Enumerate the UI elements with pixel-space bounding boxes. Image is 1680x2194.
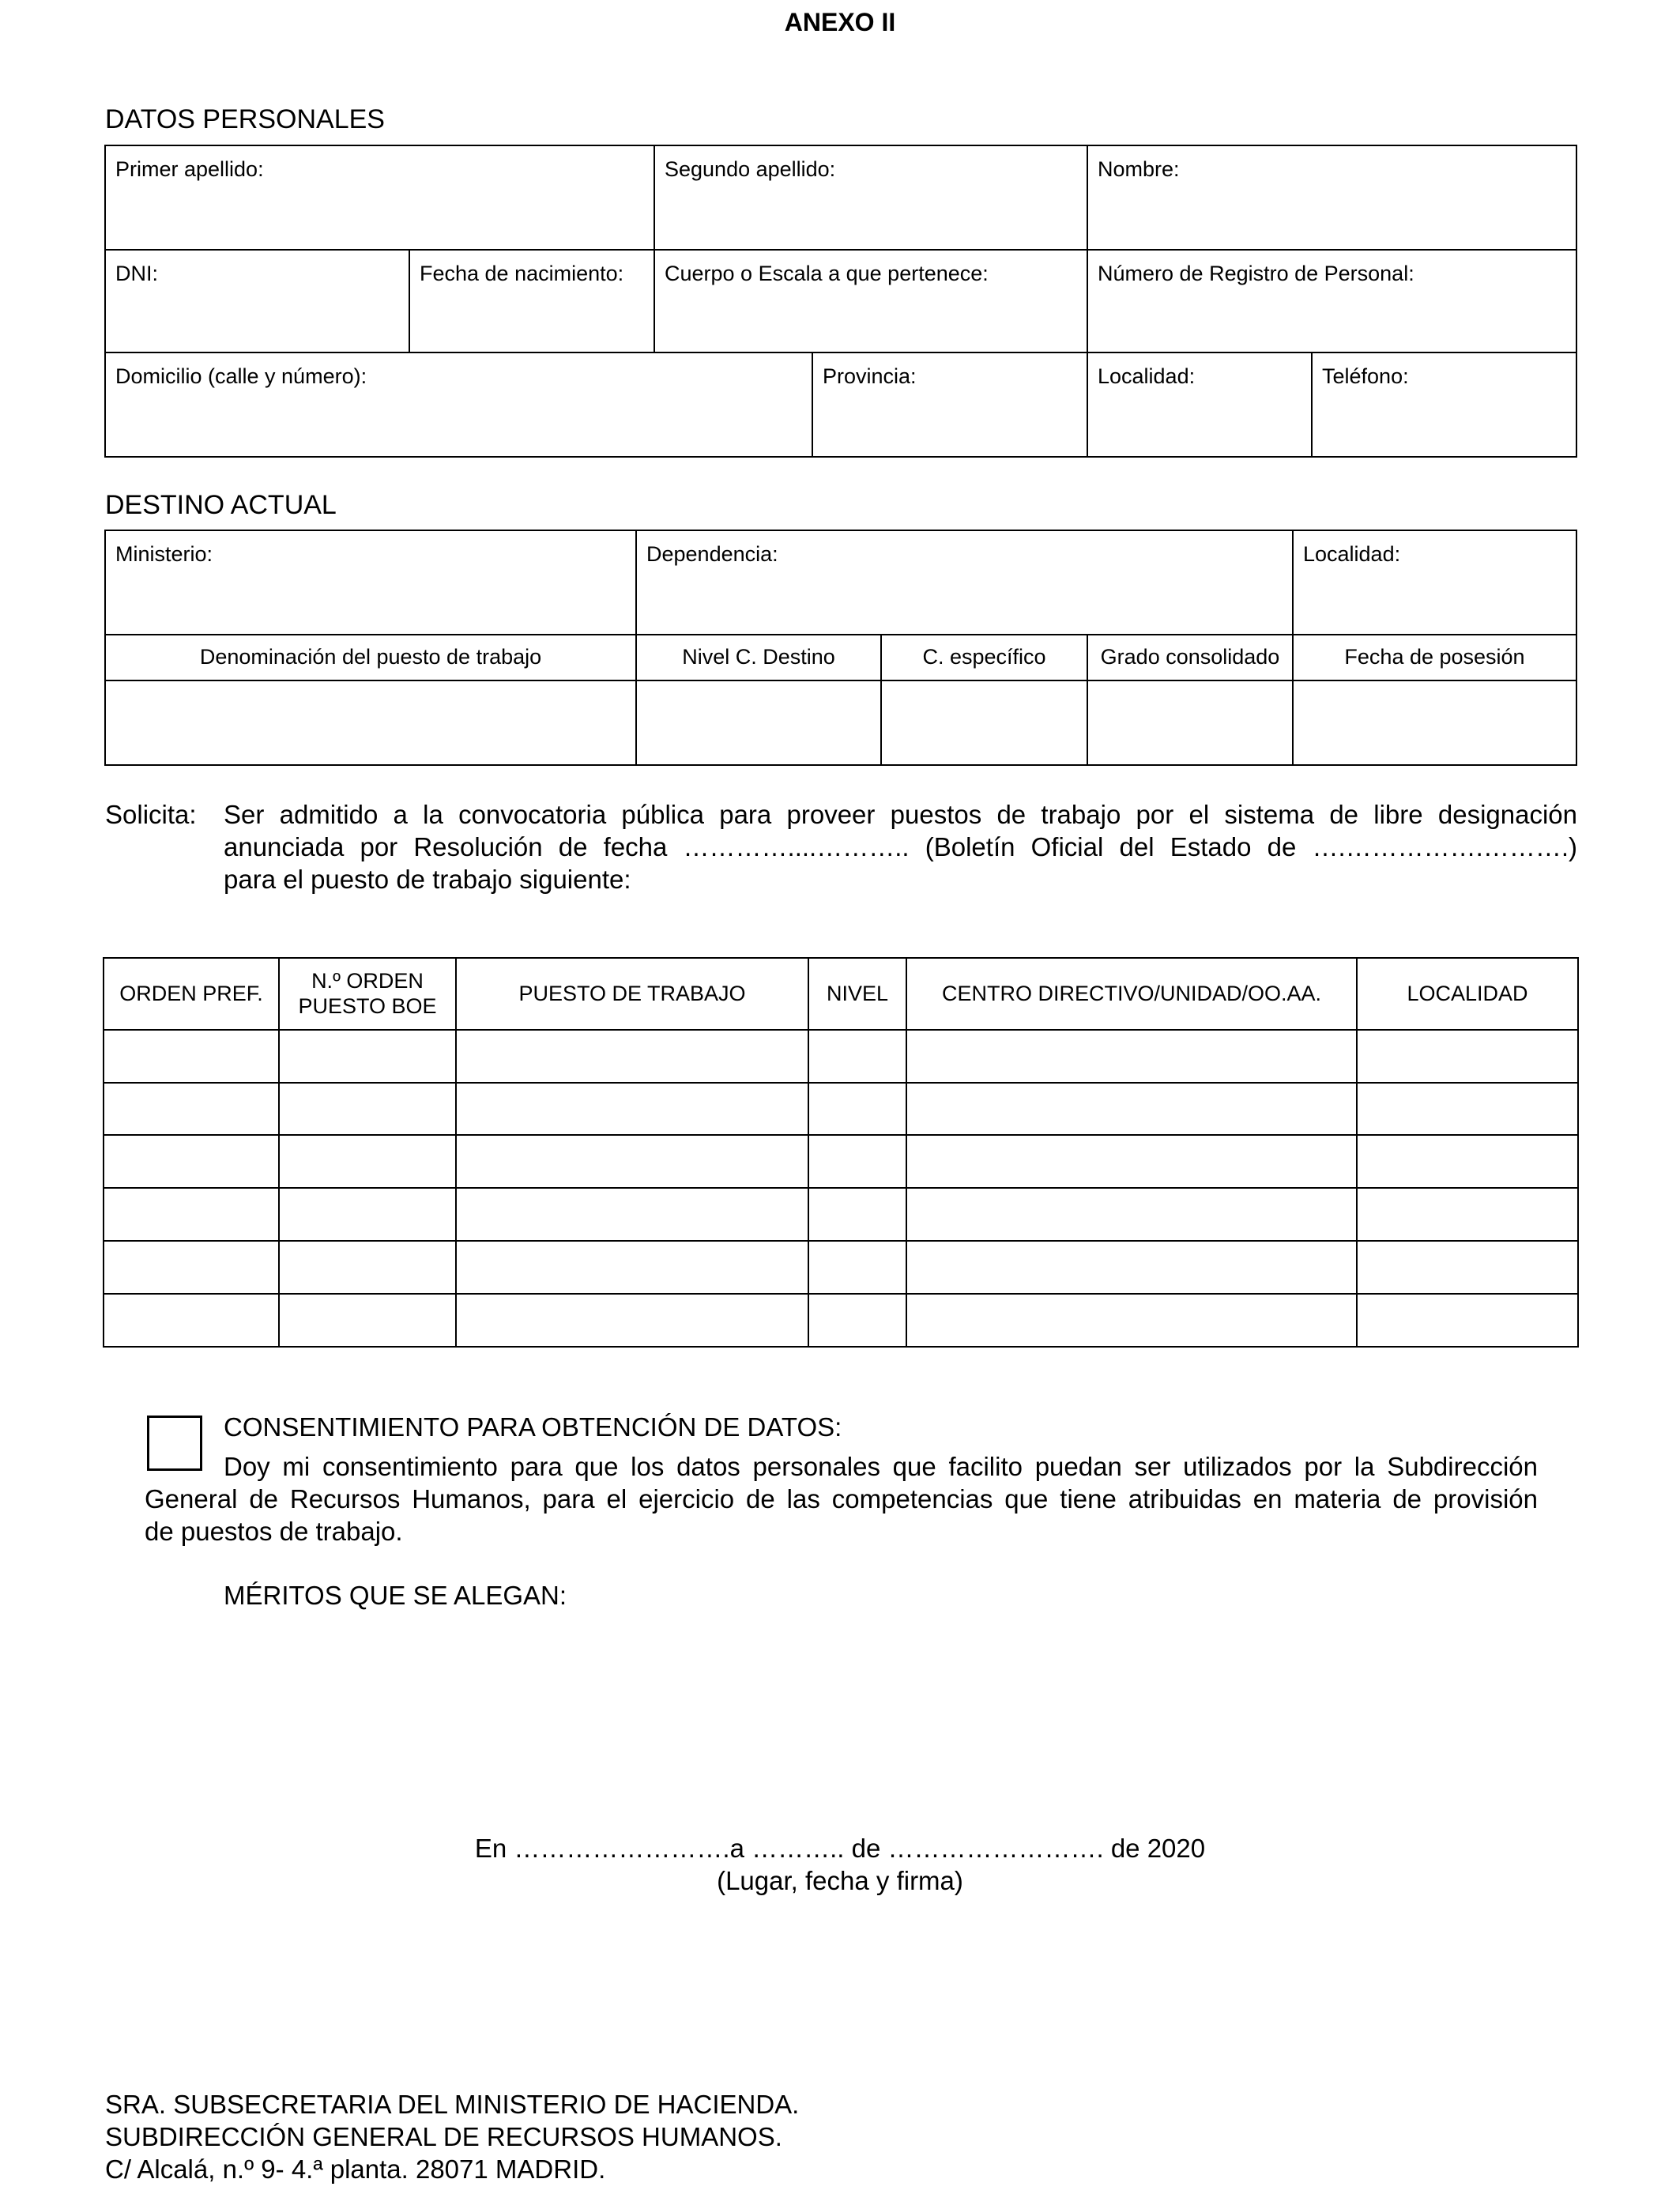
segundo-apellido-field[interactable] [654,145,1088,251]
ministerio-label: Ministerio: [115,542,213,566]
table-row[interactable] [104,1136,1577,1187]
consentimiento-line-2: General de Recursos Humanos, para el ejercicio de las competencias que tiene atribuidas en materia de provisión [145,1484,1538,1514]
firma-caption: (Lugar, fecha y firma) [717,1866,963,1895]
table-row[interactable] [104,1084,1577,1134]
datos-personales-heading: DATOS PERSONALES [105,104,385,134]
localidad-destino-field[interactable] [1292,530,1577,635]
telefono-label: Teléfono: [1322,364,1409,388]
segundo-apellido-label: Segundo apellido: [665,157,836,181]
table-row[interactable] [104,1295,1577,1346]
destinatario-line-3: C/ Alcalá, n.º 9- 4.ª planta. 28071 MADRID. [105,2154,606,2184]
fecha-posesion-input-cell[interactable] [1292,680,1577,766]
consent-checkbox[interactable] [147,1416,202,1471]
telefono-field[interactable] [1311,352,1577,458]
provincia-label: Provincia: [823,364,917,388]
domicilio-field[interactable] [104,352,813,458]
col-localidad-header: LOCALIDAD [1407,981,1528,1005]
nombre-label: Nombre: [1098,157,1180,181]
destino-actual-heading: DESTINO ACTUAL [105,490,337,520]
solicita-label: Solicita: [105,800,197,829]
primer-apellido-field[interactable] [104,145,655,251]
table-row[interactable] [104,1242,1577,1293]
consentimiento-line-3: de puestos de trabajo. [145,1517,403,1546]
nombre-field[interactable] [1087,145,1577,251]
document-title: ANEXO II [784,8,896,36]
provincia-field[interactable] [812,352,1088,458]
ministerio-field[interactable] [104,530,637,635]
fecha-nacimiento-field[interactable] [409,249,655,353]
col-c-especifico-header: C. específico [880,634,1088,681]
cuerpo-escala-field[interactable] [654,249,1088,353]
domicilio-label: Domicilio (calle y número): [115,364,367,388]
consentimiento-line-1: Doy mi consentimiento para que los datos personales que facilito puedan ser utilizados por la Subdirección [224,1452,1538,1481]
destinatario-line-1: SRA. SUBSECRETARIA DEL MINISTERIO DE HACIENDA. [105,2090,800,2119]
localidad-destino-label: Localidad: [1303,542,1401,566]
dni-field[interactable] [104,249,410,353]
grado-consolidado-input-cell[interactable] [1087,680,1294,766]
solicita-line-2: anunciada por Resolución de fecha …………....……….. (Boletín Oficial del Estado de ….…………….……….) [224,832,1577,861]
col-puesto-trabajo-header: PUESTO DE TRABAJO [518,981,746,1005]
primer-apellido-label: Primer apellido: [115,157,264,181]
col-denominacion-header: Denominación del puesto de trabajo [104,634,637,681]
nrp-field[interactable] [1087,249,1577,353]
col-nivel-destino-header: Nivel C. Destino [635,634,882,681]
localidad-personal-field[interactable] [1087,352,1313,458]
solicita-line-3: para el puesto de trabajo siguiente: [224,865,631,894]
destinatario-line-2: SUBDIRECCIÓN GENERAL DE RECURSOS HUMANOS. [105,2122,782,2151]
col-grado-consolidado-header: Grado consolidado [1087,634,1294,681]
denominacion-input-cell[interactable] [104,680,637,766]
table-row[interactable] [104,1189,1577,1240]
col-nivel-header: NIVEL [826,981,889,1005]
nrp-label: Número de Registro de Personal: [1098,262,1414,285]
fecha-nacimiento-label: Fecha de nacimiento: [420,262,624,285]
dependencia-label: Dependencia: [646,542,778,566]
col-centro-directivo-header: CENTRO DIRECTIVO/UNIDAD/OO.AA. [941,981,1322,1005]
table-row[interactable] [104,1031,1577,1082]
nivel-destino-input-cell[interactable] [635,680,882,766]
c-especifico-input-cell[interactable] [880,680,1088,766]
localidad-personal-label: Localidad: [1098,364,1196,388]
col-fecha-posesion-header: Fecha de posesión [1292,634,1577,681]
firma-line: En …………………….a ……….. de ……………………. de 2020 [474,1834,1206,1863]
dni-label: DNI: [115,262,158,285]
dependencia-field[interactable] [635,530,1294,635]
consentimiento-heading: CONSENTIMIENTO PARA OBTENCIÓN DE DATOS: [224,1412,842,1442]
col-n-orden-boe-header: N.º ORDEN PUESTO BOE [298,969,437,1018]
meritos-heading: MÉRITOS QUE SE ALEGAN: [224,1581,567,1610]
solicita-line-1: Ser admitido a la convocatoria pública para proveer puestos de trabajo por el sistema de libre designación [224,800,1577,829]
col-orden-pref-header: ORDEN PREF. [119,981,263,1005]
cuerpo-escala-label: Cuerpo o Escala a que pertenece: [665,262,989,285]
